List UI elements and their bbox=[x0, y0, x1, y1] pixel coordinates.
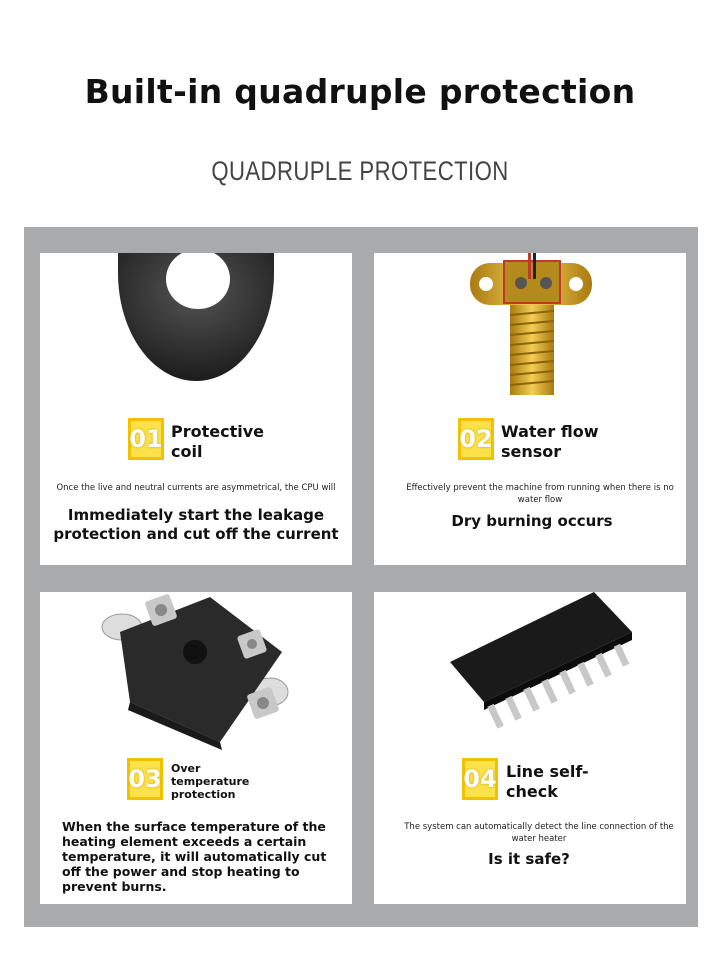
page-title: Built-in quadruple protection bbox=[84, 72, 636, 111]
feature-number-badge: 04 bbox=[462, 758, 498, 800]
feature-emphasis: When the surface temperature of the heating element exceeds a certain temperature, it will automatically cut off the power and stop heating to prevent burns. bbox=[62, 819, 327, 894]
feature-description: Effectively prevent the machine from running when there is no water flow bbox=[406, 483, 674, 505]
feature-title-line: Over bbox=[171, 762, 201, 775]
feature-title-line: Line self- bbox=[506, 762, 589, 781]
feature-title-line: coil bbox=[171, 442, 203, 461]
feature-title-line: protection bbox=[171, 788, 236, 801]
page-subtitle: QUADRUPLE PROTECTION bbox=[211, 156, 509, 186]
feature-emphasis: Immediately start the leakage protection and cut off the current bbox=[53, 506, 339, 543]
feature-emphasis: Dry burning occurs bbox=[451, 512, 613, 530]
feature-title bbox=[506, 762, 589, 802]
feature-emphasis: Is it safe? bbox=[488, 850, 570, 868]
ic-chip-icon bbox=[444, 592, 634, 742]
feature-description: Once the live and neutral currents are asymmetrical, the CPU will bbox=[56, 483, 336, 493]
feature-card-protective-coil bbox=[40, 253, 352, 565]
feature-number-badge: 02 bbox=[458, 418, 494, 460]
feature-card-water-flow-sensor bbox=[374, 253, 686, 565]
feature-title bbox=[171, 762, 249, 801]
feature-number-badge: 03 bbox=[127, 758, 163, 800]
feature-title-line: check bbox=[506, 782, 558, 801]
brass-flow-sensor-icon bbox=[466, 253, 596, 398]
feature-card-line-self-check bbox=[374, 592, 686, 904]
thermostat-switch-icon bbox=[100, 592, 290, 752]
feature-number-badge: 01 bbox=[128, 418, 164, 460]
feature-title-line: Protective bbox=[171, 422, 265, 441]
feature-description: The system can automatically detect the line connection of the water heater bbox=[404, 822, 674, 844]
feature-card-over-temperature bbox=[40, 592, 352, 904]
feature-title bbox=[501, 422, 598, 462]
ring-coil-icon bbox=[114, 253, 278, 383]
feature-title-line: sensor bbox=[501, 442, 562, 461]
feature-title bbox=[171, 422, 264, 462]
feature-title-line: Water flow bbox=[501, 422, 599, 441]
feature-title-line: temperature bbox=[171, 775, 250, 788]
